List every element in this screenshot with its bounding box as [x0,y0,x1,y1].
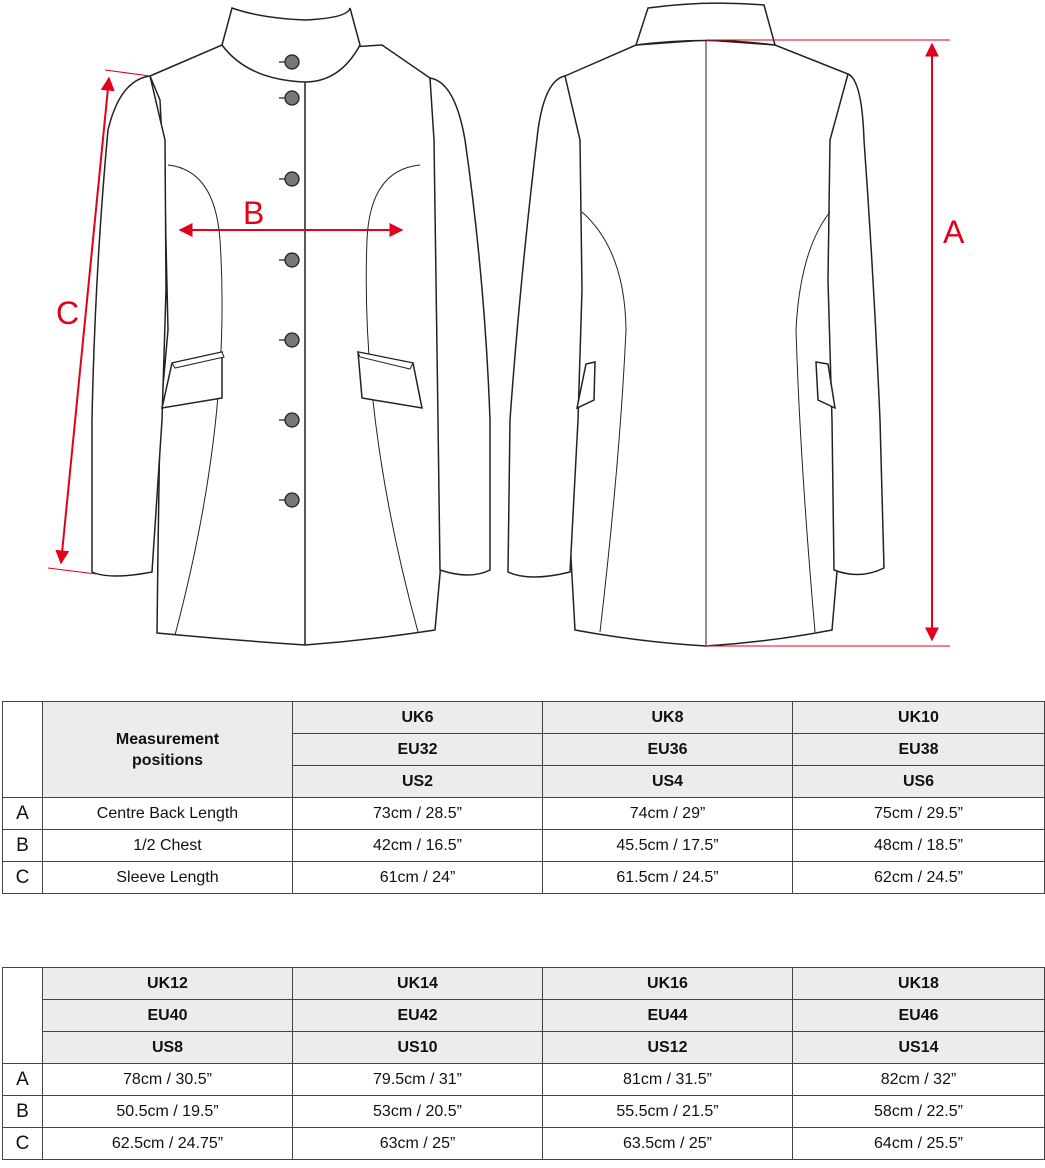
measurement-value: 45.5cm / 17.5” [543,830,793,862]
corner-cell [3,968,43,1064]
measurement-positions-header: Measurement positions [43,702,293,798]
header-row-us [3,1032,1045,1064]
button-icon [285,253,299,267]
table-row [3,1128,1045,1160]
row-letter: B [3,1096,43,1128]
measurement-value: 62.5cm / 24.75” [43,1128,293,1160]
label-c: C [56,295,80,331]
size-eu: EU32 [293,734,543,766]
size-us: US12 [543,1032,793,1064]
jacket-back-view [508,3,884,646]
button-icon [285,413,299,427]
row-letter: C [3,862,43,894]
size-eu: EU36 [543,734,793,766]
measurement-value: 58cm / 22.5” [793,1096,1045,1128]
measurement-value: 79.5cm / 31” [293,1064,543,1096]
row-letter: C [3,1128,43,1160]
row-letter: A [3,1064,43,1096]
header-row-uk [3,968,1045,1000]
size-uk: UK12 [43,968,293,1000]
size-us: US2 [293,766,543,798]
measurement-value: 74cm / 29” [543,798,793,830]
size-uk: UK10 [793,702,1045,734]
measurement-value: 63.5cm / 25” [543,1128,793,1160]
measurement-value: 61cm / 24” [293,862,543,894]
corner-cell [3,702,43,798]
table-row [3,862,1045,894]
size-uk: UK8 [543,702,793,734]
measurement-value: 82cm / 32” [793,1064,1045,1096]
size-uk: UK14 [293,968,543,1000]
size-uk: UK6 [293,702,543,734]
measurement-value: 78cm / 30.5” [43,1064,293,1096]
measurement-name: Sleeve Length [43,862,293,894]
measurement-value: 53cm / 20.5” [293,1096,543,1128]
size-chart-table-1 [2,701,1045,894]
table-row [3,830,1045,862]
measurement-value: 81cm / 31.5” [543,1064,793,1096]
table-row [3,1096,1045,1128]
measurement-value: 73cm / 28.5” [293,798,543,830]
header-row-eu [3,1000,1045,1032]
measurement-value: 50.5cm / 19.5” [43,1096,293,1128]
measurement-value: 63cm / 25” [293,1128,543,1160]
row-letter: B [3,830,43,862]
size-eu: EU46 [793,1000,1045,1032]
measurement-value: 42cm / 16.5” [293,830,543,862]
row-letter: A [3,798,43,830]
size-uk: UK16 [543,968,793,1000]
button-icon [285,172,299,186]
table-row [3,1064,1045,1096]
button-icon [285,493,299,507]
measurement-value: 48cm / 18.5” [793,830,1045,862]
header-row-uk [3,702,1045,734]
measurement-value: 55.5cm / 21.5” [543,1096,793,1128]
size-us: US8 [43,1032,293,1064]
size-uk: UK18 [793,968,1045,1000]
size-eu: EU44 [543,1000,793,1032]
measurement-name: Centre Back Length [43,798,293,830]
size-eu: EU42 [293,1000,543,1032]
size-us: US14 [793,1032,1045,1064]
label-b: B [243,195,265,231]
button-icon [285,333,299,347]
table-row [3,798,1045,830]
button-icon [285,91,299,105]
measurement-value: 62cm / 24.5” [793,862,1045,894]
size-us: US6 [793,766,1045,798]
measurement-value: 61.5cm / 24.5” [543,862,793,894]
size-eu: EU38 [793,734,1045,766]
label-a: A [943,214,965,250]
size-us: US10 [293,1032,543,1064]
size-chart-table-2 [2,967,1045,1160]
size-eu: EU40 [43,1000,293,1032]
measurement-name: 1/2 Chest [43,830,293,862]
button-icon [285,55,299,69]
size-us: US4 [543,766,793,798]
measurement-value: 64cm / 25.5” [793,1128,1045,1160]
measurement-value: 75cm / 29.5” [793,798,1045,830]
